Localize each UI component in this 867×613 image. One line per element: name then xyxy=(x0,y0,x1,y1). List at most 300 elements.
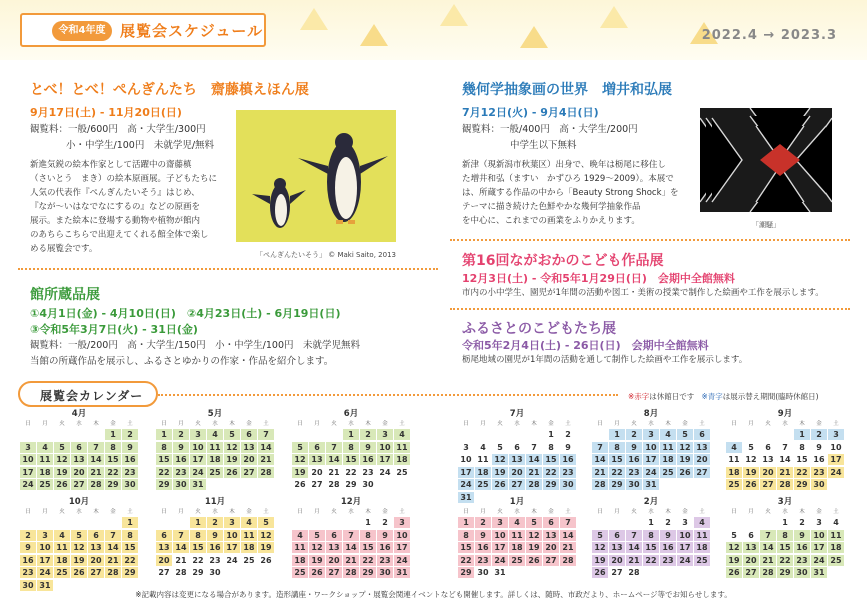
calendar-day: 4 xyxy=(833,518,839,527)
calendar-day: 13 xyxy=(694,442,710,453)
calendar-day: 8 xyxy=(777,530,793,541)
calendar-day: 25 xyxy=(396,467,408,477)
calendar-day: 16 xyxy=(560,454,576,465)
calendar-day: 5 xyxy=(71,530,87,541)
description-line: （さいとう まき）の絵本原画展。子どもたちに xyxy=(30,174,218,184)
calendar-day: 1 xyxy=(105,429,121,440)
empty-cell xyxy=(743,517,759,528)
calendar-day: 25 xyxy=(475,479,491,490)
calendar-day: 21 xyxy=(592,467,608,478)
calendar-day: 6 xyxy=(694,429,710,440)
header-banner xyxy=(20,13,266,47)
calendar-day: 12 xyxy=(309,542,325,553)
calendar-day: 1 xyxy=(782,518,788,527)
calendar-day: 29 xyxy=(360,567,376,578)
day-grid xyxy=(592,429,710,490)
calendar-day: 7 xyxy=(592,442,608,453)
calendar-day: 13 xyxy=(743,542,759,553)
calendar-day: 20 xyxy=(694,454,710,465)
calendar-day: 23 xyxy=(209,555,221,565)
calendar-day: 2 xyxy=(475,517,491,528)
calendar-day: 31 xyxy=(190,479,206,490)
calendar-day: 30 xyxy=(477,568,489,577)
calendar-day: 16 xyxy=(207,542,223,553)
calendar-day: 25 xyxy=(54,567,70,578)
calendar-day: 28 xyxy=(175,568,187,577)
calendar-day: 10 xyxy=(377,442,393,453)
calendar-day: 30 xyxy=(173,479,189,490)
calendar-day: 21 xyxy=(105,555,121,566)
weekday-label: 金 xyxy=(110,509,116,515)
calendar-day: 9 xyxy=(565,442,571,452)
empty-cell xyxy=(71,429,87,440)
page-title: 展覧会スケジュール xyxy=(120,22,264,40)
calendar-day: 25 xyxy=(292,567,308,578)
weekday-row xyxy=(458,420,576,429)
day-grid xyxy=(458,517,576,578)
calendar-day: 11 xyxy=(207,442,223,453)
description-line: 展示。また絵本に登場する動物や植物が館内 xyxy=(30,216,201,226)
calendar-day: 12 xyxy=(726,542,742,553)
exhibition-1-date: 9月17日(土) - 11月20日(日) xyxy=(30,106,182,119)
calendar-day: 30 xyxy=(794,567,810,578)
empty-cell xyxy=(458,429,474,440)
calendar-day: 26 xyxy=(260,555,272,565)
month-title: 5月 xyxy=(207,409,223,419)
calendar-day: 26 xyxy=(743,479,759,490)
calendar-day: 29 xyxy=(458,567,474,578)
weekday-label: 木 xyxy=(799,509,805,515)
calendar-day: 31 xyxy=(643,479,659,490)
weekday-label: 火 xyxy=(59,421,65,427)
calendar-day: 4 xyxy=(660,429,676,440)
day-grid xyxy=(20,517,138,591)
empty-cell xyxy=(173,517,189,528)
calendar-day: 27 xyxy=(326,567,342,578)
calendar-day: 26 xyxy=(71,567,87,578)
calendar-month xyxy=(20,497,138,591)
calendar-day: 7 xyxy=(173,530,189,541)
calendar-day: 7 xyxy=(782,442,788,452)
calendar-month xyxy=(20,409,138,490)
empty-cell xyxy=(105,517,121,528)
weekday-label: 火 xyxy=(497,509,503,515)
calendar-day: 20 xyxy=(311,467,323,477)
divider xyxy=(18,268,438,270)
calendar-day: 17 xyxy=(458,467,474,478)
calendar-day: 26 xyxy=(592,567,608,578)
weekday-label: 水 xyxy=(514,421,520,427)
decor-triangle xyxy=(440,4,468,26)
calendar-day: 18 xyxy=(292,555,308,566)
weekday-label: 日 xyxy=(161,421,167,427)
weekday-row xyxy=(156,420,274,429)
weekday-label: 木 xyxy=(365,421,371,427)
calendar-day: 13 xyxy=(88,542,104,553)
calendar-day: 6 xyxy=(71,442,87,453)
day-grid xyxy=(292,429,410,490)
month-title: 2月 xyxy=(643,497,659,507)
calendar-day: 24 xyxy=(190,467,206,478)
weekday-label: 月 xyxy=(42,509,48,515)
weekday-label: 水 xyxy=(648,421,654,427)
weekday-label: 土 xyxy=(565,421,571,427)
exhibition-4-title: 第16回ながおかのこども作品展 xyxy=(462,253,664,269)
weekday-label: 土 xyxy=(127,509,133,515)
calendar-day: 22 xyxy=(105,467,121,478)
day-grid xyxy=(292,517,410,578)
calendar-month xyxy=(592,497,710,578)
schedule-period: 2022.4 → 2023.3 xyxy=(701,28,837,43)
calendar-day: 2 xyxy=(665,518,671,527)
empty-cell xyxy=(592,429,608,440)
weekday-label: 木 xyxy=(665,509,671,515)
calendar-day: 1 xyxy=(458,517,474,528)
calendar-month xyxy=(726,497,844,578)
weekday-label: 水 xyxy=(782,421,788,427)
day-grid xyxy=(592,517,710,578)
decor-triangle xyxy=(600,6,628,28)
calendar-day: 11 xyxy=(828,530,844,541)
calendar-day: 21 xyxy=(175,555,187,565)
calendar-day: 2 xyxy=(360,429,376,440)
calendar-day: 3 xyxy=(224,517,240,528)
calendar-day: 5 xyxy=(748,442,754,452)
calendar-day: 30 xyxy=(362,480,374,489)
calendar-day: 16 xyxy=(173,454,189,465)
calendar-day: 4 xyxy=(207,429,223,440)
calendar-day: 4 xyxy=(726,442,742,453)
empty-cell xyxy=(37,429,53,440)
calendar-month xyxy=(292,409,410,490)
weekday-label: 木 xyxy=(531,421,537,427)
calendar-day: 16 xyxy=(813,455,825,464)
calendar-day: 14 xyxy=(592,454,608,465)
month-title: 4月 xyxy=(71,409,87,419)
calendar-day: 15 xyxy=(777,542,793,553)
weekday-label: 月 xyxy=(748,421,754,427)
month-title: 1月 xyxy=(509,497,525,507)
calendar-day: 26 xyxy=(224,467,240,478)
calendar-day: 21 xyxy=(343,555,359,566)
calendar-day: 22 xyxy=(458,555,474,566)
calendar-day: 13 xyxy=(309,454,325,465)
empty-cell xyxy=(309,517,325,528)
calendar-day: 10 xyxy=(20,454,36,465)
weekday-label: 月 xyxy=(178,421,184,427)
calendar-day: 20 xyxy=(760,467,776,478)
empty-cell xyxy=(592,517,608,528)
calendar-day: 9 xyxy=(816,442,822,452)
empty-cell xyxy=(743,429,759,440)
calendar-day: 12 xyxy=(592,542,608,553)
calendar-day: 15 xyxy=(643,542,659,553)
calendar-day: 13 xyxy=(156,542,172,553)
weekday-label: 金 xyxy=(246,421,252,427)
calendar-day: 14 xyxy=(526,454,542,465)
exhibition-2-date-1: ①4月1日(金) - 4月10日(日) ②4月23日(土) - 6月19日(日) xyxy=(30,307,341,320)
weekday-label: 土 xyxy=(833,421,839,427)
calendar-day: 30 xyxy=(560,479,576,490)
calendar-day: 15 xyxy=(105,454,121,465)
calendar-day: 7 xyxy=(760,530,776,541)
calendar-day: 2 xyxy=(122,429,138,440)
calendar-day: 24 xyxy=(458,479,474,490)
calendar-day: 9 xyxy=(475,530,491,541)
calendar-day: 7 xyxy=(88,442,104,453)
calendar-day: 19 xyxy=(309,555,325,566)
calendar-day: 15 xyxy=(343,454,359,465)
calendar-day: 6 xyxy=(309,442,325,453)
calendar-day: 15 xyxy=(543,454,559,465)
calendar-day: 3 xyxy=(37,530,53,541)
calendar-day: 23 xyxy=(20,567,36,578)
calendar-day: 14 xyxy=(626,542,642,553)
weekday-label: 月 xyxy=(314,421,320,427)
calendar-day: 20 xyxy=(509,467,525,478)
painting-caption: 「潮騒」 xyxy=(752,221,780,229)
calendar-day: 10 xyxy=(190,442,206,453)
calendar-day: 17 xyxy=(190,454,206,465)
weekday-label: 月 xyxy=(178,509,184,515)
calendar-day: 25 xyxy=(509,555,525,566)
calendar-day: 28 xyxy=(777,479,793,490)
calendar-day: 23 xyxy=(794,555,810,566)
calendar-day: 6 xyxy=(326,530,342,541)
weekday-label: 日 xyxy=(297,421,303,427)
empty-cell xyxy=(526,429,542,440)
calendar-day: 24 xyxy=(379,467,391,477)
weekday-label: 水 xyxy=(348,421,354,427)
calendar-day: 6 xyxy=(765,442,771,452)
calendar-day: 18 xyxy=(828,542,844,553)
weekday-label: 日 xyxy=(463,421,469,427)
calendar-day: 11 xyxy=(292,542,308,553)
calendar-day: 2 xyxy=(382,518,388,527)
calendar-day: 16 xyxy=(794,542,810,553)
calendar-day: 24 xyxy=(226,555,238,565)
calendar-day: 29 xyxy=(192,568,204,577)
calendar-day: 28 xyxy=(105,567,121,578)
weekday-label: 月 xyxy=(314,509,320,515)
calendar-day: 30 xyxy=(20,580,36,591)
calendar-day: 10 xyxy=(224,530,240,541)
calendar-day: 6 xyxy=(241,429,257,440)
calendar-day: 19 xyxy=(292,467,308,478)
calendar-day: 13 xyxy=(762,455,774,464)
weekday-label: 月 xyxy=(748,509,754,515)
weekday-label: 土 xyxy=(263,509,269,515)
calendar-day: 29 xyxy=(105,479,121,490)
calendar-day: 8 xyxy=(609,442,625,453)
empty-cell xyxy=(309,429,325,440)
exhibition-3-description xyxy=(462,158,700,228)
calendar-day: 13 xyxy=(509,454,525,465)
calendar-day: 29 xyxy=(156,479,172,490)
calendar-day: 21 xyxy=(526,467,542,478)
weekday-label: 土 xyxy=(699,509,705,515)
calendar-day: 14 xyxy=(105,542,121,553)
weekday-label: 火 xyxy=(765,421,771,427)
calendar-day: 7 xyxy=(326,442,342,453)
weekday-row xyxy=(592,420,710,429)
empty-cell xyxy=(509,429,525,440)
weekday-label: 日 xyxy=(297,509,303,515)
calendar-day: 26 xyxy=(677,467,693,478)
calendar-day: 19 xyxy=(726,555,742,566)
calendar-day: 10 xyxy=(643,442,659,453)
exhibition-1-fee-2: 小・中学生/100円 未就学児/無料 xyxy=(66,140,215,151)
calendar-day: 13 xyxy=(241,442,257,453)
calendar-day: 25 xyxy=(694,555,710,566)
empty-cell xyxy=(292,517,308,528)
calendar-day: 21 xyxy=(88,467,104,478)
weekday-row xyxy=(458,508,576,517)
empty-cell xyxy=(326,517,342,528)
calendar-day: 17 xyxy=(394,542,410,553)
calendar-day: 12 xyxy=(224,442,240,453)
weekday-row xyxy=(592,508,710,517)
weekday-row xyxy=(156,508,274,517)
weekday-label: 水 xyxy=(648,509,654,515)
calendar-day: 27 xyxy=(71,479,87,490)
calendar-day: 31 xyxy=(494,568,506,577)
calendar-day: 4 xyxy=(480,442,486,452)
exhibition-4-date: 12月3日(土) - 令和5年1月29日(日) 会期中全館無料 xyxy=(462,272,735,285)
calendar-day: 30 xyxy=(626,479,642,490)
calendar-day: 6 xyxy=(609,530,625,541)
calendar-month xyxy=(726,409,844,490)
calendar-day: 12 xyxy=(677,442,693,453)
calendar-day: 17 xyxy=(377,454,393,465)
calendar-day: 30 xyxy=(209,568,221,577)
calendar-day: 9 xyxy=(122,442,138,453)
weekday-label: 水 xyxy=(76,509,82,515)
calendar-day: 18 xyxy=(207,454,223,465)
calendar-day: 25 xyxy=(37,479,53,490)
calendar-day: 22 xyxy=(122,555,138,566)
calendar-day: 11 xyxy=(694,530,710,541)
calendar-day: 7 xyxy=(258,429,274,440)
calendar-day: 23 xyxy=(122,467,138,478)
weekday-label: 土 xyxy=(263,421,269,427)
calendar-day: 2 xyxy=(173,429,189,440)
weekday-label: 日 xyxy=(731,421,737,427)
calendar-day: 25 xyxy=(828,555,844,566)
weekday-label: 日 xyxy=(25,509,31,515)
calendar-day: 15 xyxy=(190,542,206,553)
calendar-day: 20 xyxy=(609,555,625,566)
calendar-day: 17 xyxy=(37,555,53,566)
exhibition-1-description xyxy=(30,158,235,256)
calendar-day: 3 xyxy=(20,442,36,453)
weekday-label: 土 xyxy=(399,421,405,427)
exhibition-3-title: 幾何学抽象画の世界 増井和弘展 xyxy=(462,82,672,98)
calendar-day: 23 xyxy=(626,467,642,478)
description-line: 新津（現新潟市秋葉区）出身で、晩年は栃尾に移住し xyxy=(462,160,666,170)
calendar-day: 6 xyxy=(88,530,104,541)
weekday-label: 金 xyxy=(382,509,388,515)
calendar-day: 14 xyxy=(343,542,359,553)
weekday-label: 水 xyxy=(76,421,82,427)
weekday-label: 土 xyxy=(127,421,133,427)
calendar-day: 31 xyxy=(811,567,827,578)
calendar-day: 29 xyxy=(345,480,357,489)
calendar-day: 31 xyxy=(37,580,53,591)
calendar-day: 18 xyxy=(241,542,257,553)
calendar-day: 31 xyxy=(458,492,474,503)
weekday-label: 水 xyxy=(514,509,520,515)
calendar-day: 24 xyxy=(643,467,659,478)
calendar-day: 8 xyxy=(122,530,138,541)
calendar-day: 19 xyxy=(224,454,240,465)
calendar-day: 19 xyxy=(743,467,759,478)
calendar-day: 9 xyxy=(377,530,393,541)
calendar-day: 30 xyxy=(122,479,138,490)
calendar-day: 5 xyxy=(497,442,503,452)
calendar-day: 25 xyxy=(207,467,223,478)
weekday-label: 日 xyxy=(597,509,603,515)
weekday-label: 木 xyxy=(531,509,537,515)
calendar-day: 24 xyxy=(677,555,693,566)
calendar-day: 16 xyxy=(660,542,676,553)
calendar-day: 11 xyxy=(660,442,676,453)
calendar-day: 18 xyxy=(509,542,525,553)
calendar-day: 16 xyxy=(122,454,138,465)
weekday-label: 金 xyxy=(382,421,388,427)
weekday-label: 木 xyxy=(229,421,235,427)
divider xyxy=(158,394,618,396)
calendar-day: 8 xyxy=(548,442,554,452)
calendar-day: 23 xyxy=(560,467,576,478)
calendar-day: 20 xyxy=(543,542,559,553)
calendar-day: 7 xyxy=(343,530,359,541)
weekday-label: 日 xyxy=(463,509,469,515)
calendar-day: 8 xyxy=(643,530,659,541)
weekday-label: 金 xyxy=(548,509,554,515)
exhibition-5-date: 令和5年2月4日(土) - 26日(日) 会期中全館無料 xyxy=(462,339,709,352)
empty-cell xyxy=(292,429,308,440)
calendar-day: 3 xyxy=(816,518,822,527)
calendar-day: 5 xyxy=(592,530,608,541)
calendar-day: 5 xyxy=(292,442,308,453)
calendar-day: 9 xyxy=(207,530,223,541)
calendar-day: 20 xyxy=(241,454,257,465)
calendar-day: 3 xyxy=(828,429,844,440)
weekday-label: 月 xyxy=(614,421,620,427)
empty-cell xyxy=(20,517,36,528)
day-grid xyxy=(458,429,576,503)
weekday-label: 火 xyxy=(331,509,337,515)
calendar-day: 5 xyxy=(677,429,693,440)
calendar-day: 1 xyxy=(609,429,625,440)
calendar-day: 29 xyxy=(609,479,625,490)
weekday-label: 水 xyxy=(348,509,354,515)
weekday-label: 金 xyxy=(816,509,822,515)
calendar-day: 10 xyxy=(394,530,410,541)
calendar-day: 21 xyxy=(626,555,642,566)
month-title: 10月 xyxy=(68,497,90,507)
exhibition-2-fee: 観覧料：一般/200円 高・大学生/150円 小・中学生/100円 未就学児無料 xyxy=(30,340,361,351)
empty-cell xyxy=(54,429,70,440)
description-line: テーマに描き続けた色鮮やかな幾何学抽象作品 xyxy=(462,202,641,212)
decor-triangle xyxy=(360,24,388,46)
calendar-day: 11 xyxy=(728,455,740,464)
calendar-day: 9 xyxy=(794,530,810,541)
calendar-month xyxy=(156,409,274,490)
calendar-day: 27 xyxy=(760,479,776,490)
empty-cell xyxy=(726,429,742,440)
